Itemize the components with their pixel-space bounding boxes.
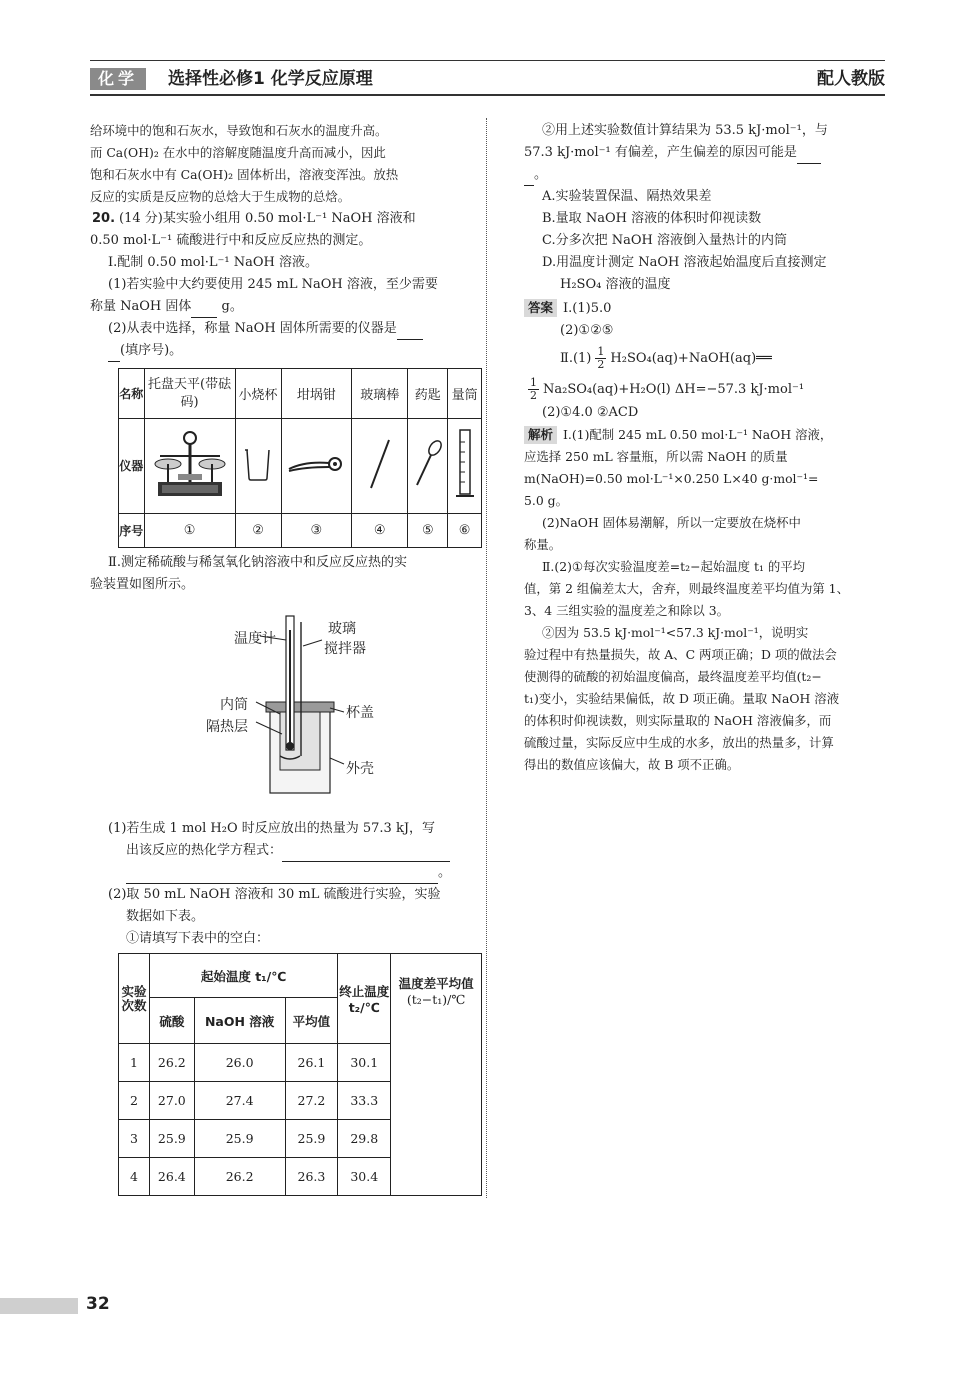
page-header (90, 66, 885, 94)
table-cell: ② (235, 514, 281, 548)
answer-line: Ⅱ.(1) $\frac{1}{2}$ H₂SO₄(aq)+NaOH(aq)══ (560, 345, 772, 371)
answer-blank[interactable] (282, 847, 450, 862)
label-lid: 杯盖 (346, 705, 374, 721)
temperature-table (118, 953, 482, 1196)
table-cell: 30.1 (338, 1044, 391, 1082)
analysis-line: 值，第 2 组偏差太大，舍弃，则最终温度差平均值为第 1、 (524, 581, 849, 596)
analysis-line: 的体积时仰视读数，则实际量取的 NaOH 溶液偏多，而 (524, 713, 832, 728)
analysis-line: 硫酸过量，实际反应中生成的水多，放出的热量多，计算 (524, 735, 834, 750)
analysis-line: 得出的数值应该偏大，故 B 项不正确。 (524, 757, 740, 772)
fraction: $\frac{1}{2}$ (530, 376, 537, 402)
option-d-cont: H₂SO₄ 溶液的温度 (560, 277, 671, 292)
table-cell: 29.8 (338, 1120, 391, 1158)
table-cell: 25.9 (149, 1120, 194, 1158)
answer-line: $\frac{1}{2}$ Na₂SO₄(aq)+H₂O(l) ΔH=−57.3 kJ·mol⁻¹ (530, 376, 805, 402)
header-acid: 硫酸 (149, 998, 194, 1044)
table-cell: 26.3 (285, 1158, 338, 1196)
table-cell: 27.4 (194, 1082, 285, 1120)
table-cell: ⑥ (448, 514, 482, 548)
table-row (119, 514, 482, 548)
analysis-line: 使测得的硫酸的初始温度偏高，最终温度差平均值(t₂− (524, 669, 822, 684)
header-diff: 温度差平均值 (t₂−t₁)/℃ (391, 954, 482, 1196)
question-intro: 20. (14 分)某实验小组用 0.50 mol·L⁻¹ NaOH 溶液和 (92, 211, 416, 226)
prev-answer-line: 而 Ca(OH)₂ 在水中的溶解度随温度升高而减小，因此 (90, 145, 386, 160)
q-cont-line: 。 (524, 164, 886, 186)
table-cell: 小烧杯 (235, 369, 281, 419)
q-cont-line: 57.3 kJ·mol⁻¹ 有偏差，产生偏差的原因可能是 (524, 142, 886, 164)
analysis-line: 称量。 (524, 537, 562, 552)
q2-line-cont: (填序号)。 (90, 340, 472, 362)
table-cell: 26.1 (285, 1044, 338, 1082)
analysis-line: 解析 Ⅰ.(1)配制 245 mL 0.50 mol·L⁻¹ NaOH 溶液， (524, 424, 886, 446)
p2-line: (2)取 50 mL NaOH 溶液和 30 mL 硫酸进行实验，实验 (108, 887, 441, 902)
subject-badge: 化学 (90, 68, 146, 90)
table-cell: 26.2 (149, 1044, 194, 1082)
q1-line-cont: 称量 NaOH 固体 g。 (90, 296, 472, 318)
part2-block (90, 552, 472, 596)
table-cell: ④ (352, 514, 408, 548)
p2-line-cont: 数据如下表。 (126, 909, 205, 924)
answer-blank[interactable] (797, 149, 821, 164)
p2-instruction: ①请填写下表中的空白： (126, 931, 270, 946)
table-cell: 27.0 (149, 1082, 194, 1120)
question-intro-cont: 0.50 mol·L⁻¹ 硫酸进行中和反应反应热的测定。 (90, 233, 372, 248)
table-cell: 30.4 (338, 1158, 391, 1196)
header-naoh: NaOH 溶液 (194, 998, 285, 1044)
table-cell: 1 (119, 1044, 150, 1082)
option-a: A.实验装置保温、隔热效果差 (542, 189, 712, 204)
answer-tag: 答案 (524, 299, 557, 317)
answer-line: 答案 Ⅰ.(1)5.0 (524, 298, 886, 320)
header-start-temp: 起始温度 t₁/℃ (149, 954, 337, 998)
p1-line-blank: 。 (90, 862, 472, 884)
header-rule-top (90, 60, 885, 61)
label-glass: 玻璃 (328, 621, 356, 637)
table-cell: 26.0 (194, 1044, 285, 1082)
answer-blank[interactable] (126, 869, 438, 884)
analysis-line: m(NaOH)=0.50 mol·L⁻¹×0.250 L×40 g·mol⁻¹= (524, 471, 819, 486)
table-cell: 玻璃棒 (352, 369, 408, 419)
header-trial: 实验次数 (119, 954, 150, 1044)
q1-line: (1)若实验中大约要使用 245 mL NaOH 溶液，至少需要 (108, 277, 438, 292)
table-cell: 25.9 (194, 1120, 285, 1158)
right-column (524, 120, 886, 776)
spatula-image (408, 419, 448, 514)
page-number: 32 (86, 1294, 110, 1314)
header-rule-bottom (90, 94, 885, 96)
table-cell: 坩埚钳 (281, 369, 352, 419)
crucible-tongs-image (281, 419, 352, 514)
table-cell: 26.4 (149, 1158, 194, 1196)
table-row (119, 369, 482, 419)
table-cell: 3 (119, 1120, 150, 1158)
instrument-table (118, 368, 482, 548)
table-cell: 25.9 (285, 1120, 338, 1158)
question-number: 20. (92, 211, 116, 226)
table-cell: ⑤ (408, 514, 448, 548)
page-number-bar (0, 1298, 78, 1314)
option-b: B.量取 NaOH 溶液的体积时仰视读数 (542, 211, 762, 226)
analysis-line: 3、4 三组实验的温度差之和除以 3。 (524, 603, 729, 618)
row-header: 仪器 (119, 419, 145, 514)
analysis-line: 验过程中有热量损失，故 A、C 两项正确；D 项的做法会 (524, 647, 837, 662)
header-avg: 平均值 (285, 998, 338, 1044)
calorimeter-diagram (200, 610, 400, 810)
label-insulation: 隔热层 (206, 719, 248, 735)
table-row (119, 419, 482, 514)
table-cell: 4 (119, 1158, 150, 1196)
answer-blank[interactable] (191, 303, 217, 318)
table-cell: 2 (119, 1082, 150, 1120)
edition-label: 配人教版 (817, 69, 885, 89)
answer-blank[interactable] (524, 171, 534, 186)
column-divider (486, 118, 487, 1198)
row-header: 名称 (119, 369, 145, 419)
graduated-cylinder-image (448, 419, 482, 514)
fraction: $\frac{1}{2}$ (597, 345, 605, 371)
table-row (119, 954, 482, 998)
prev-answer-line: 给环境中的饱和石灰水，导致饱和石灰水的温度升高。 (90, 123, 388, 138)
part2-line-cont: 验装置如图所示。 (90, 577, 195, 592)
header-end-temp: 终止温度 t₂/℃ (338, 954, 391, 1044)
label-inner-cylinder: 内筒 (220, 697, 248, 713)
balance-image (144, 419, 235, 514)
beaker-image (235, 419, 281, 514)
answer-line: (2)①4.0 ②ACD (542, 405, 639, 420)
option-d: D.用温度计测定 NaOH 溶液起始温度后直接测定 (542, 255, 827, 270)
table-cell: 26.2 (194, 1158, 285, 1196)
analysis-line: (2)NaOH 固体易潮解，所以一定要放在烧杯中 (542, 515, 801, 530)
left-column (90, 120, 472, 362)
q2-line: (2)从表中选择，称量 NaOH 固体所需要的仪器是 (90, 318, 472, 340)
glass-rod-image (352, 419, 408, 514)
q-cont-line: ②用上述实验数值计算结果为 53.5 kJ·mol⁻¹，与 (542, 123, 828, 138)
analysis-line: Ⅱ.(2)①每次实验温度差=t₂−起始温度 t₁ 的平均 (542, 559, 806, 574)
part2-line: Ⅱ.测定稀硫酸与稀氢氧化钠溶液中和反应反应热的实 (108, 555, 407, 570)
book-title: 选择性必修1 化学反应原理 (168, 69, 373, 89)
analysis-line: 应选择 250 mL 容量瓶，所以需 NaOH 的质量 (524, 449, 788, 464)
part2-questions (90, 818, 472, 950)
table-cell: 药匙 (408, 369, 448, 419)
table-cell: 33.3 (338, 1082, 391, 1120)
answer-blank[interactable] (108, 347, 120, 362)
table-cell: ① (144, 514, 235, 548)
answer-blank[interactable] (397, 325, 423, 340)
table-cell: ③ (281, 514, 352, 548)
label-thermometer: 温度计 (234, 631, 276, 647)
analysis-tag: 解析 (524, 426, 557, 444)
analysis-line: t₁)变小，实验结果偏低，故 D 项正确。量取 NaOH 溶液 (524, 691, 840, 706)
prev-answer-line: 饱和石灰水中有 Ca(OH)₂ 固体析出，溶液变浑浊。放热 (90, 167, 399, 182)
analysis-line: ②因为 53.5 kJ·mol⁻¹<57.3 kJ·mol⁻¹，说明实 (542, 625, 809, 640)
table-cell: 27.2 (285, 1082, 338, 1120)
part1-title: Ⅰ.配制 0.50 mol·L⁻¹ NaOH 溶液。 (108, 255, 319, 270)
option-c: C.分多次把 NaOH 溶液倒入量热计的内筒 (542, 233, 788, 248)
label-stirrer: 搅拌器 (324, 641, 366, 657)
analysis-line: 5.0 g。 (524, 493, 568, 508)
prev-answer-line: 反应的实质是反应物的总焓大于生成物的总焓。 (90, 189, 351, 204)
table-cell: 量筒 (448, 369, 482, 419)
p1-line: (1)若生成 1 mol H₂O 时反应放出的热量为 57.3 kJ，写 (108, 821, 436, 836)
label-shell: 外壳 (346, 761, 374, 777)
table-cell: 托盘天平(带砝码) (144, 369, 235, 419)
row-header: 序号 (119, 514, 145, 548)
p1-line-cont: 出该反应的热化学方程式： (90, 840, 472, 862)
answer-line: (2)①②⑤ (560, 323, 614, 338)
